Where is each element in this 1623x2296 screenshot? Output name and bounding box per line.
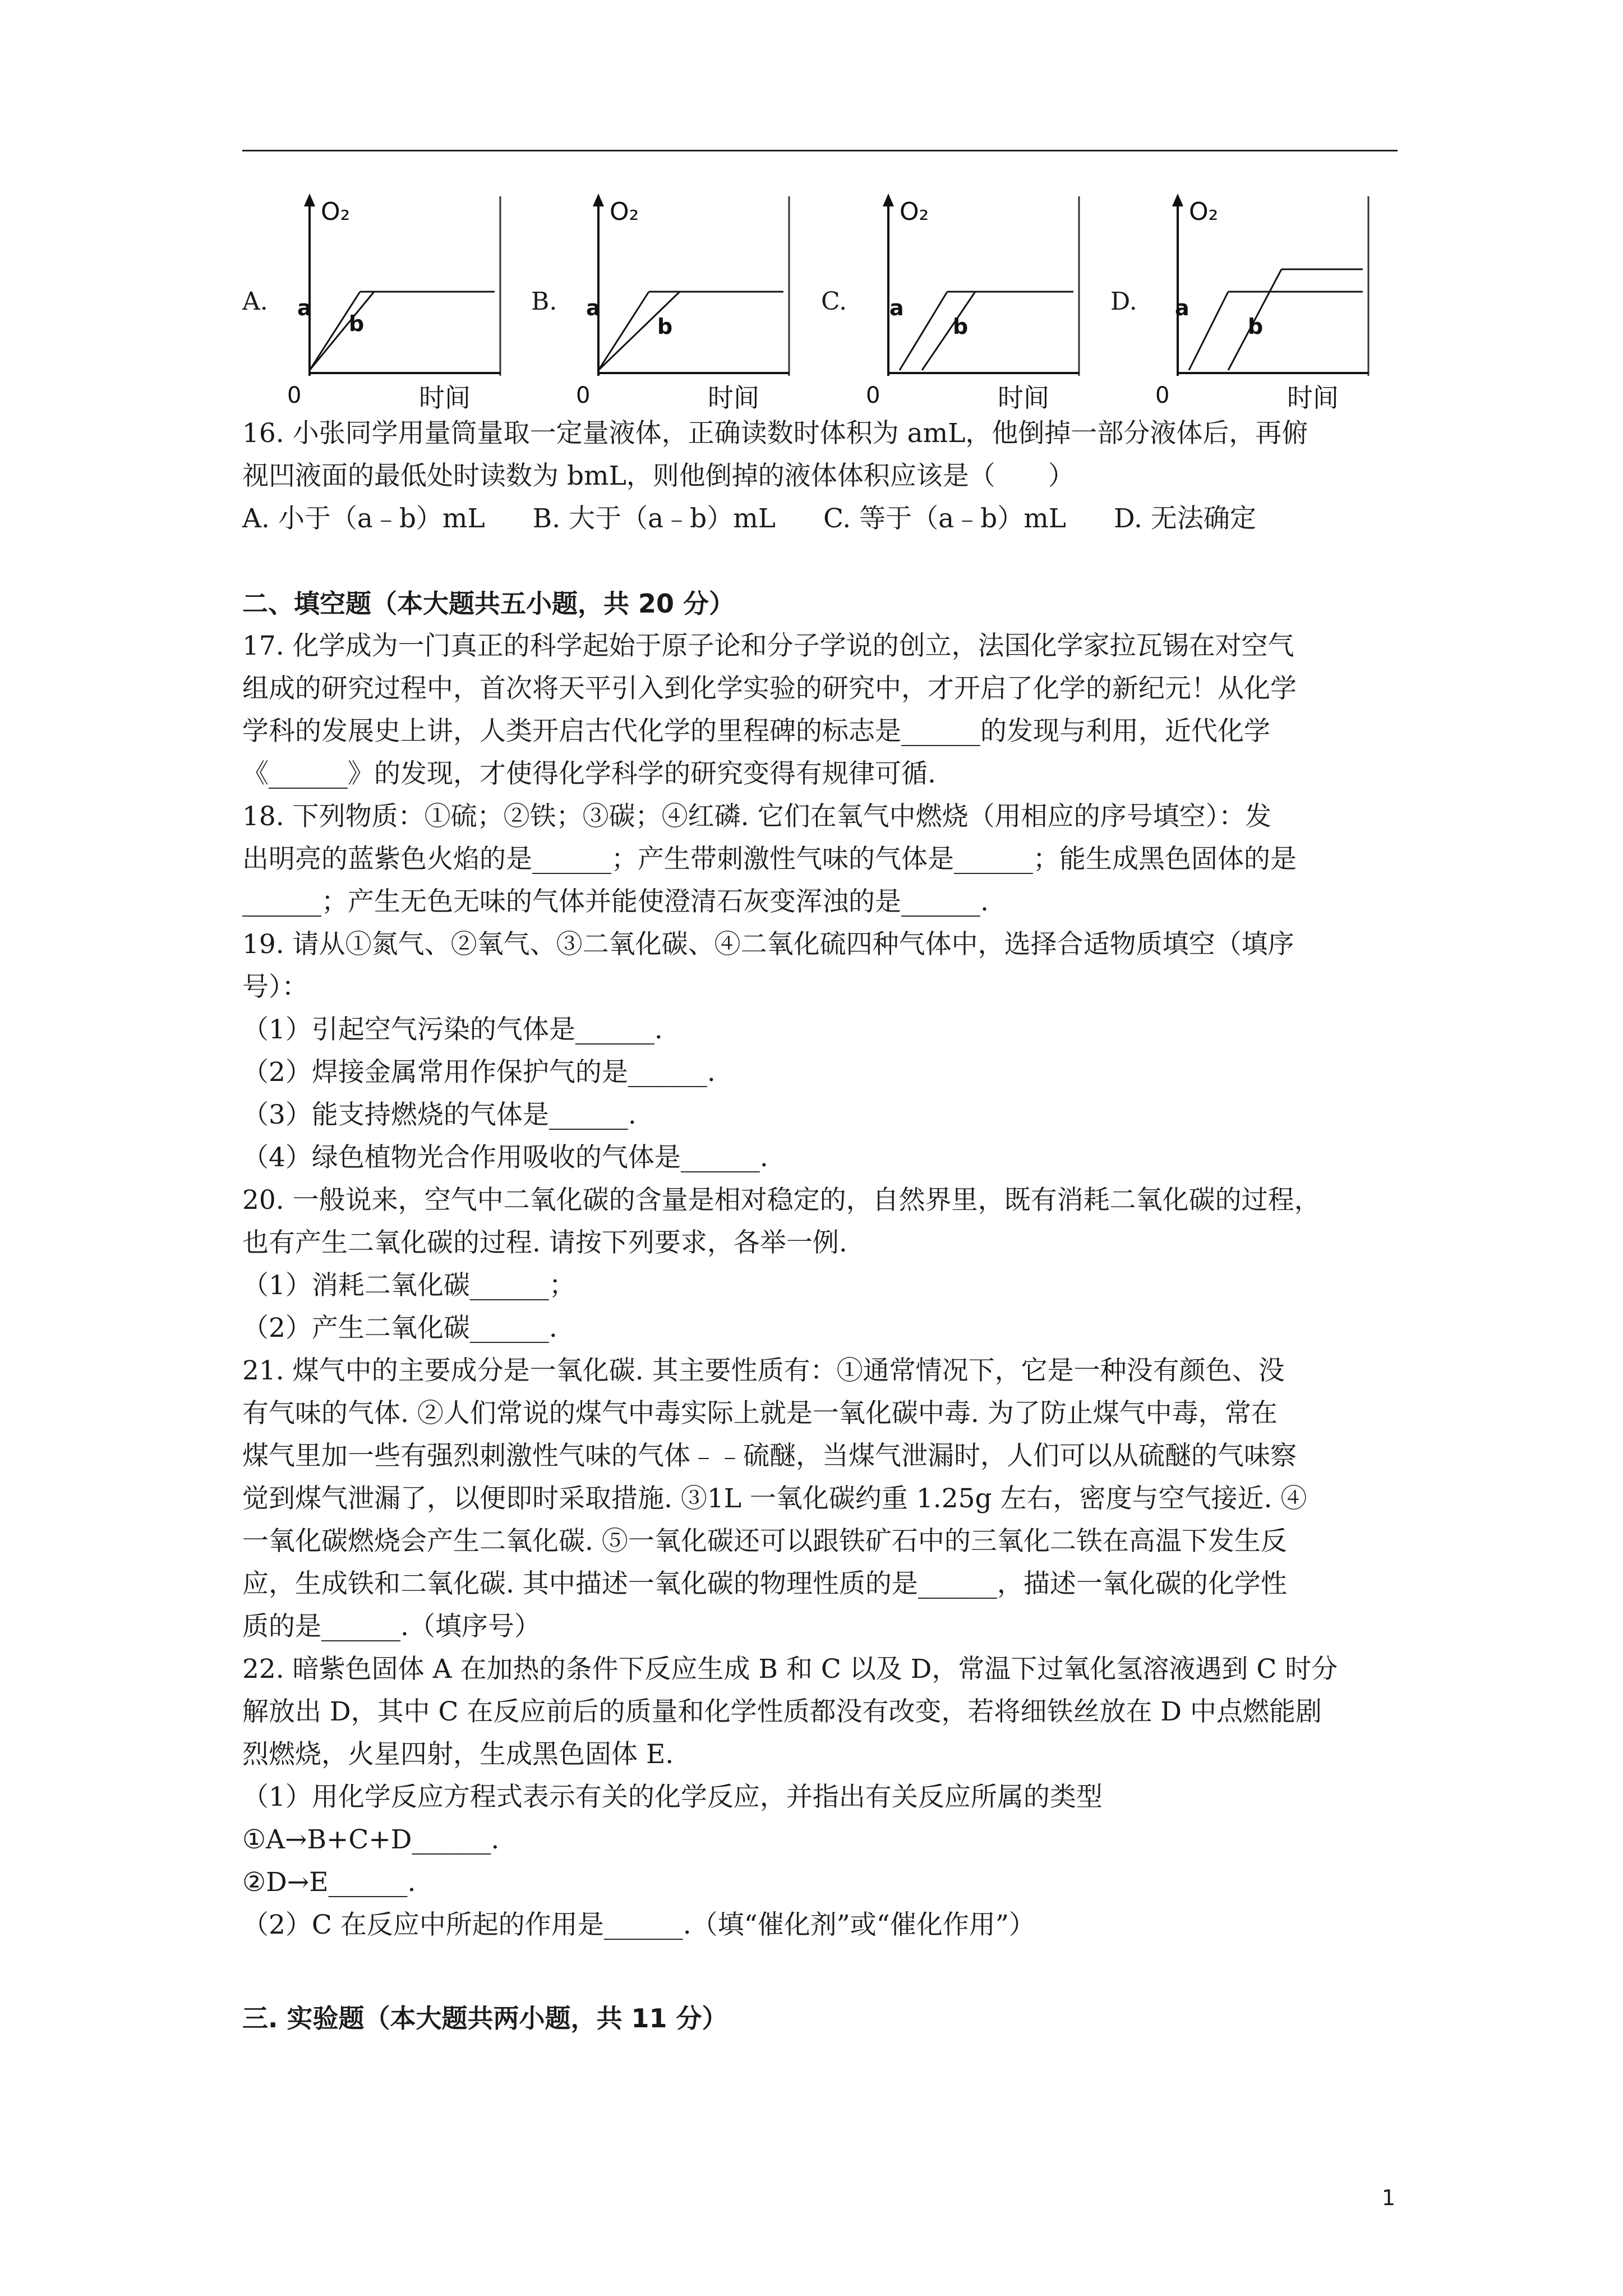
q17-line: 学科的发展史上讲，人类开启古代化学的里程碑的标志是______的发现与利用，近代化学 bbox=[242, 716, 1270, 747]
q21-line: 21. 煤气中的主要成分是一氧化碳. 其主要性质有：①通常情况下，它是一种没有颜色、没 bbox=[242, 1355, 1285, 1386]
y-axis-arrow bbox=[883, 194, 894, 206]
y-axis-arrow bbox=[304, 194, 315, 206]
q22-line: ①A→B+C+D______. bbox=[242, 1824, 500, 1855]
y-axis-label: O₂ bbox=[900, 197, 929, 226]
q16-line-2: 视凹液面的最低处时读数为 bmL，则他倒掉的液体体积应该是（ ） bbox=[242, 461, 1075, 491]
q22-line: （1）用化学反应方程式表示有关的化学反应，并指出有关反应所属的类型 bbox=[242, 1782, 1103, 1812]
q19-line: 号）： bbox=[242, 972, 308, 1002]
question-16 bbox=[242, 412, 1403, 540]
q20-line: （2）产生二氧化碳______. bbox=[242, 1313, 557, 1343]
series-b-line bbox=[310, 292, 374, 370]
q19-line: 19. 请从①氮气、②氧气、③二氧化碳、④二氧化硫四种气体中，选择合适物质填空（填序 bbox=[242, 929, 1294, 960]
question-18 bbox=[242, 795, 1403, 923]
q15-option-letter: B. bbox=[531, 287, 557, 316]
q19-line: （2）焊接金属常用作保护气的是______. bbox=[242, 1057, 716, 1088]
series-a-label: a bbox=[297, 296, 312, 320]
question-17 bbox=[242, 625, 1403, 795]
q15-graph-options bbox=[242, 191, 1414, 415]
q17-line: 17. 化学成为一门真正的科学起始于原子论和分子学说的创立，法国化学家拉瓦锡在对空气 bbox=[242, 631, 1294, 661]
q16-option-d: D. 无法确定 bbox=[1113, 503, 1256, 534]
header-rule bbox=[242, 150, 1398, 151]
section-2-title: 二、填空题（本大题共五小题，共 20 分） bbox=[242, 588, 735, 619]
o2-time-graph bbox=[1144, 191, 1391, 415]
q21-line: 煤气里加一些有强烈刺激性气味的气体﹣﹣硫醚，当煤气泄漏时，人们可以从硫醚的气味察 bbox=[242, 1441, 1297, 1471]
q21-line: 一氧化碳燃烧会产生二氧化碳. ⑤一氧化碳还可以跟铁矿石中的三氧化二铁在高温下发生反 bbox=[242, 1526, 1287, 1557]
q21-line: 有气味的气体. ②人们常说的煤气中毒实际上就是一氧化碳中毒. 为了防止煤气中毒，常在 bbox=[242, 1398, 1278, 1429]
series-a-line bbox=[900, 292, 947, 370]
series-a-line bbox=[598, 292, 649, 370]
page-number: 1 bbox=[1381, 2185, 1395, 2210]
series-a-label: a bbox=[889, 296, 904, 320]
q15-option-d bbox=[1110, 191, 1402, 415]
q15-option-b bbox=[531, 191, 823, 415]
q17-line: 《______》的发现，才使得化学科学的研究变得有规律可循. bbox=[242, 758, 936, 789]
q16-option-c: C. 等于（a﹣b）mL bbox=[823, 503, 1066, 534]
x-axis-label: 时间 bbox=[1287, 383, 1339, 413]
series-a-line bbox=[1189, 292, 1228, 370]
q18-line: ______；产生无色无味的气体并能使澄清石灰变浑浊的是______. bbox=[242, 886, 989, 917]
q19-line: （3）能支持燃烧的气体是______. bbox=[242, 1099, 637, 1130]
origin-label: 0 bbox=[576, 383, 591, 408]
y-axis-arrow bbox=[593, 194, 604, 206]
y-axis-label: O₂ bbox=[321, 197, 351, 226]
section-3-title: 三. 实验题（本大题共两小题，共 11 分） bbox=[242, 2003, 728, 2033]
question-21 bbox=[242, 1350, 1403, 1648]
q15-option-letter: A. bbox=[242, 287, 268, 316]
origin-label: 0 bbox=[1155, 383, 1170, 408]
q22-line: （2）C 在反应中所起的作用是______.（填“催化剂”或“催化作用”） bbox=[242, 1910, 1035, 1940]
q16-options bbox=[242, 498, 1403, 540]
q20-line: 也有产生二氧化碳的过程. 请按下列要求，各举一例. bbox=[242, 1227, 847, 1258]
question-22 bbox=[242, 1648, 1403, 1947]
series-a-label: a bbox=[586, 296, 601, 320]
q16-option-b: B. 大于（a﹣b）mL bbox=[532, 503, 776, 534]
q20-line: （1）消耗二氧化碳______； bbox=[242, 1270, 575, 1301]
q15-option-letter: D. bbox=[1110, 287, 1137, 316]
question-20 bbox=[242, 1179, 1403, 1350]
series-b-label: b bbox=[657, 314, 673, 339]
q17-line: 组成的研究过程中，首次将天平引入到化学实验的研究中，才开启了化学的新纪元！从化学 bbox=[242, 673, 1297, 704]
q22-line: 解放出 D，其中 C 在反应前后的质量和化学性质都没有改变，若将细铁丝放在 D 中点燃能剧 bbox=[242, 1696, 1322, 1727]
origin-label: 0 bbox=[866, 383, 880, 408]
q15-option-a bbox=[242, 191, 534, 415]
y-axis-label: O₂ bbox=[1189, 197, 1219, 226]
x-axis-label: 时间 bbox=[998, 383, 1049, 413]
q21-line: 应，生成铁和二氧化碳. 其中描述一氧化碳的物理性质的是______，描述一氧化碳的化学性 bbox=[242, 1568, 1287, 1599]
q18-line: 出明亮的蓝紫色火焰的是______；产生带刺激性气味的气体是______；能生成黑色固体的是 bbox=[242, 844, 1297, 875]
series-a-label: a bbox=[1175, 296, 1189, 320]
q22-line: ②D→E______. bbox=[242, 1867, 416, 1898]
q15-option-letter: C. bbox=[821, 287, 847, 316]
q22-line: 烈燃烧，火星四射，生成黑色固体 E. bbox=[242, 1739, 674, 1770]
q16-line-1: 16. 小张同学用量筒量取一定量液体，正确读数时体积为 amL，他倒掉一部分液体后，再俯 bbox=[242, 418, 1308, 449]
x-axis-label: 时间 bbox=[419, 383, 471, 413]
q15-option-c bbox=[821, 191, 1113, 415]
q21-line: 质的是______.（填序号） bbox=[242, 1611, 541, 1642]
x-axis-label: 时间 bbox=[708, 383, 759, 413]
series-b-label: b bbox=[953, 314, 969, 339]
o2-time-graph bbox=[565, 191, 811, 415]
q22-line: 22. 暗紫色固体 A 在加热的条件下反应生成 B 和 C 以及 D，常温下过氧化氢溶液遇到 C 时分 bbox=[242, 1654, 1338, 1685]
questions-17-22 bbox=[242, 625, 1403, 1947]
series-b-label: b bbox=[349, 311, 365, 336]
y-axis-arrow bbox=[1172, 194, 1183, 206]
series-b-label: b bbox=[1248, 314, 1264, 339]
question-19 bbox=[242, 923, 1403, 1179]
q20-line: 20. 一般说来，空气中二氧化碳的含量是相对稳定的，自然界里，既有消耗二氧化碳的过程， bbox=[242, 1185, 1321, 1216]
q18-line: 18. 下列物质：①硫；②铁；③碳；④红磷. 它们在氧气中燃烧（用相应的序号填空）：发 bbox=[242, 801, 1272, 832]
origin-label: 0 bbox=[287, 383, 302, 408]
o2-time-graph bbox=[855, 191, 1101, 415]
q16-option-a: A. 小于（a﹣b）mL bbox=[242, 503, 485, 534]
q19-line: （1）引起空气污染的气体是______. bbox=[242, 1014, 663, 1045]
q21-line: 觉到煤气泄漏了，以便即时采取措施. ③1L 一氧化碳约重 1.25g 左右，密度与空气接近. ④ bbox=[242, 1483, 1307, 1514]
q19-line: （4）绿色植物光合作用吸收的气体是______. bbox=[242, 1142, 768, 1173]
o2-time-graph bbox=[276, 191, 523, 415]
y-axis-label: O₂ bbox=[610, 197, 639, 226]
